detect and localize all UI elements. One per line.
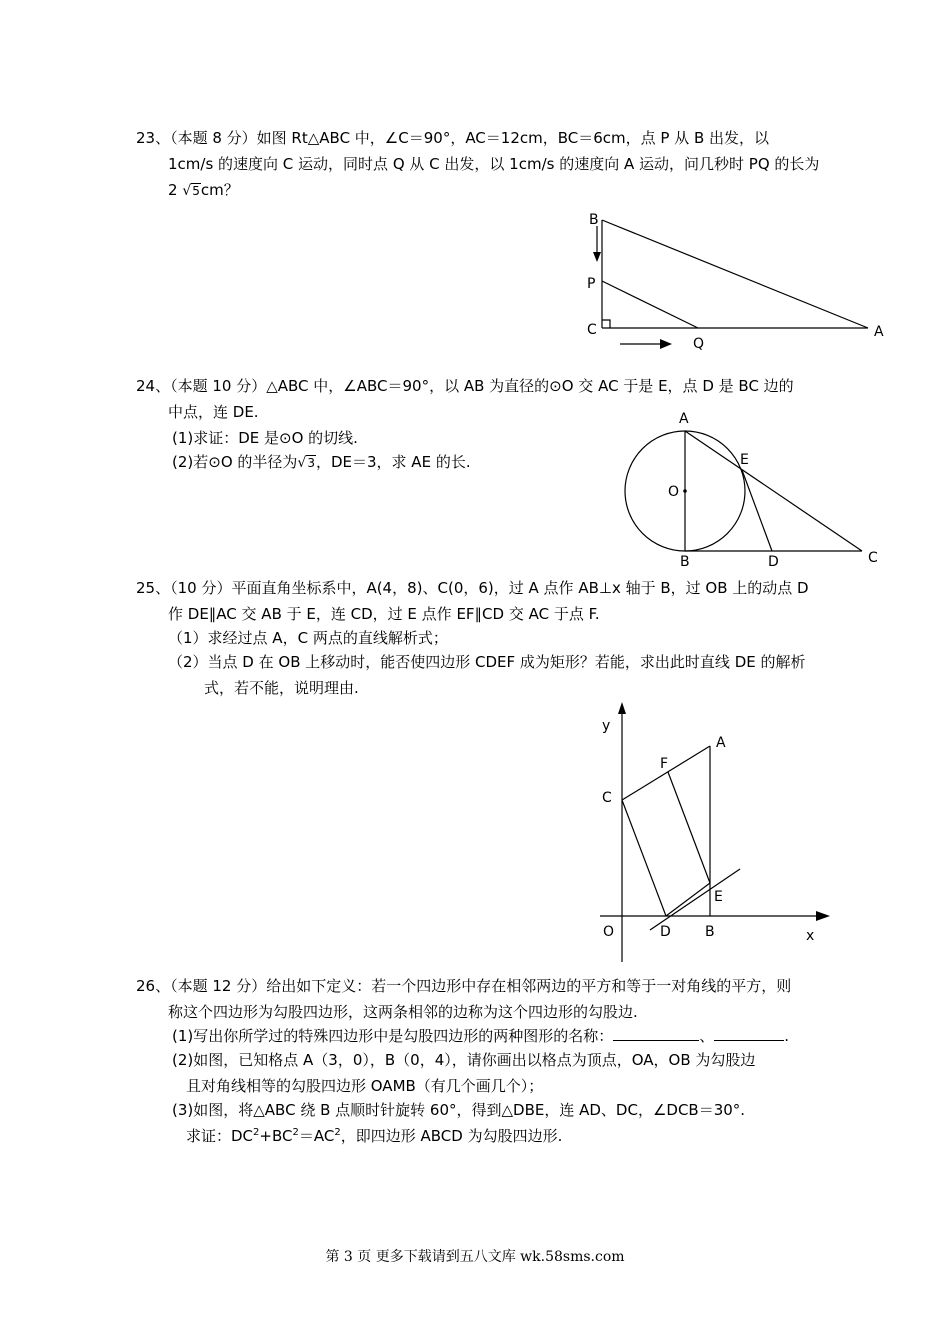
- label-A: A: [874, 324, 884, 340]
- q26-proof-end: ，即四边形 ABCD 为勾股四边形.: [340, 1127, 563, 1145]
- q25-part2b: 式，若不能，说明理由.: [204, 679, 359, 697]
- q26-part2b: 且对角线相等的勾股四边形 OAMB（有几个画几个）；: [186, 1077, 544, 1095]
- q24-part2-post: ，DE＝3，求 AE 的长.: [315, 453, 471, 471]
- q23-unit: cm？: [200, 181, 239, 199]
- q23-figure: [580, 208, 900, 358]
- label-Q: Q: [693, 336, 705, 352]
- q26-part3: (3)如图，将△ABC 绕 B 点顺时针旋转 60°，得到△DBE，连 AD、DC，∠DCB＝30°.: [172, 1101, 746, 1119]
- q23-line2: 1cm/s 的速度向 C 运动，同时点 Q 从 C 出发，以 1cm/s 的速度向 A 运动，问几秒时 PQ 的长为: [168, 155, 820, 173]
- label-F: F: [660, 756, 669, 772]
- q26-part3b: [186, 1126, 562, 1146]
- label-C: C: [602, 790, 612, 806]
- q25-part1: （1）求经过点 A，C 两点的直线解析式；: [168, 629, 448, 647]
- q26-proof-ac: ＝AC: [298, 1127, 335, 1145]
- q24-part2: [172, 452, 471, 473]
- sqrt-symbol: √3: [297, 455, 315, 471]
- label-E: E: [714, 889, 723, 905]
- label-C: C: [587, 322, 597, 338]
- sup-2: 2: [292, 1127, 299, 1138]
- q23-radicand: 5: [192, 184, 200, 198]
- q24-part2-pre: (2)若⊙O 的半径为: [172, 453, 298, 471]
- q26-line1: 26、（本题 12 分）给出如下定义：若一个四边形中存在相邻两边的平方和等于一对角线的平方，则: [136, 977, 792, 995]
- q25-line1: 25、（10 分）平面直角坐标系中，A(4，8)、C(0，6)，过 A 点作 AB⊥x 轴于 B，过 OB 上的动点 D: [136, 579, 809, 597]
- q26-proof-bc: +BC: [259, 1127, 293, 1145]
- label-x: x: [806, 928, 815, 944]
- label-B: B: [705, 924, 715, 940]
- label-E: E: [740, 452, 749, 468]
- q26-part1: [172, 1026, 789, 1046]
- page-footer: 第 3 页 更多下载请到五八文库 wk.58sms.com: [325, 1249, 625, 1265]
- label-P: P: [587, 276, 596, 292]
- q23-line1: 23、（本题 8 分）如图 Rt△ABC 中，∠C＝90°，AC＝12cm，BC＝6cm，点 P 从 B 出发，以: [136, 129, 770, 147]
- q26-part1-sep: 、: [699, 1027, 715, 1045]
- sup-2: 2: [334, 1127, 341, 1138]
- q24-part1: (1)求证：DE 是⊙O 的切线.: [172, 429, 358, 447]
- q24-radicand: 3: [307, 456, 315, 470]
- q23-line3: [168, 180, 239, 201]
- label-A: A: [716, 735, 726, 751]
- label-O: O: [603, 924, 615, 940]
- q25-figure: [590, 700, 850, 964]
- q25-line2: 作 DE∥AC 交 AB 于 E，连 CD，过 E 点作 EF∥CD 交 AC 于点 F.: [168, 605, 600, 623]
- q26-part2a: (2)如图，已知格点 A（3，0），B（0，4），请你画出以格点为顶点，OA，OB 为勾股边: [172, 1051, 756, 1069]
- answer-blank-1[interactable]: [613, 1026, 699, 1041]
- label-D: D: [768, 554, 779, 570]
- sup-2: 2: [253, 1127, 260, 1138]
- q26-part1-text: (1)写出你所学过的特殊四边形中是勾股四边形的两种图形的名称：: [172, 1027, 614, 1045]
- answer-blank-2[interactable]: [714, 1026, 784, 1041]
- label-y: y: [602, 718, 611, 734]
- label-B: B: [680, 554, 690, 570]
- label-B: B: [589, 212, 599, 228]
- label-C: C: [868, 550, 878, 566]
- label-A: A: [679, 411, 689, 427]
- q24-line1: 24、（本题 10 分）△ABC 中，∠ABC＝90°，以 AB 为直径的⊙O 交 AC 于是 E，点 D 是 BC 边的: [136, 377, 794, 395]
- q25-part2a: （2）当点 D 在 OB 上移动时，能否使四边形 CDEF 成为矩形？若能，求出此时直线 DE 的解析: [168, 653, 806, 671]
- sqrt-symbol: √5: [182, 183, 200, 199]
- label-D: D: [660, 924, 671, 940]
- label-O: O: [668, 484, 680, 500]
- q26-proof-dc: 求证：DC: [186, 1127, 254, 1145]
- q26-line2: 称这个四边形为勾股四边形，这两条相邻的边称为这个四边形的勾股边.: [168, 1003, 638, 1021]
- q24-figure: [610, 406, 890, 570]
- q26-part1-end: .: [784, 1027, 790, 1045]
- q24-line2: 中点，连 DE.: [168, 403, 259, 421]
- q23-coef: 2: [168, 181, 178, 199]
